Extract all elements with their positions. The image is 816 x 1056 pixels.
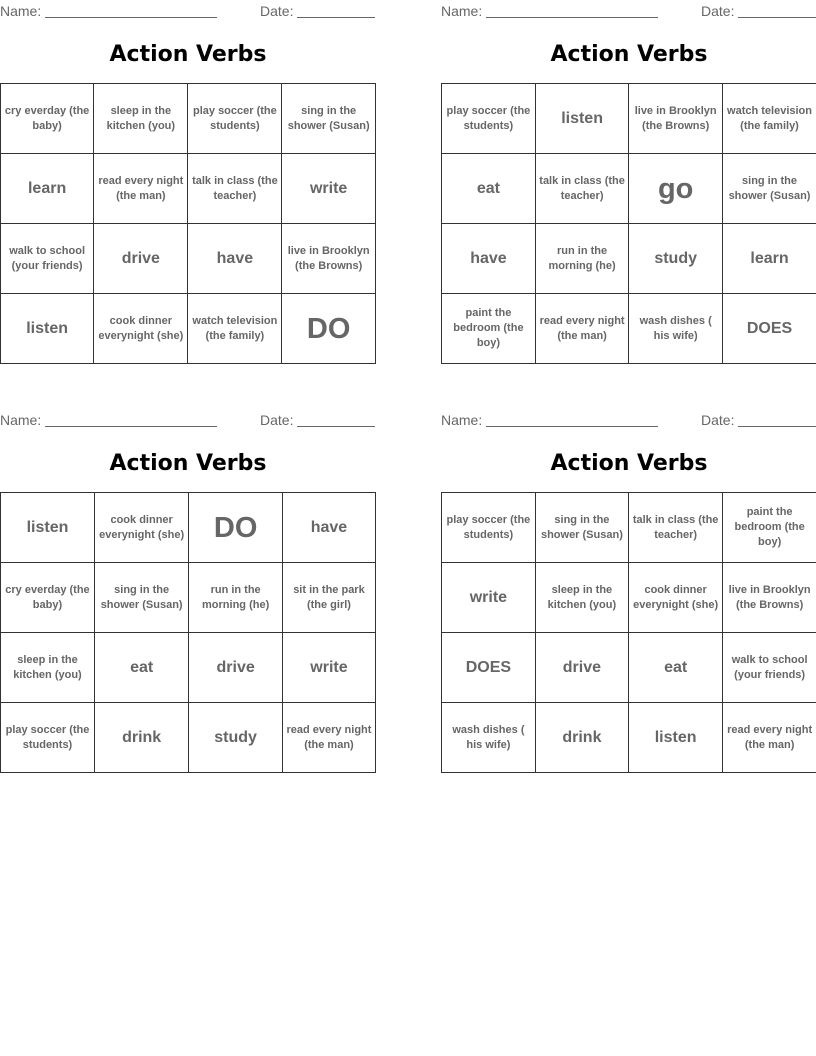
date-label: Date:	[701, 412, 735, 428]
bingo-cell: paint the bedroom (the boy)	[723, 493, 816, 563]
name-label: Name:	[441, 3, 483, 19]
card-title: Action Verbs	[109, 451, 267, 476]
bingo-cell: run in the morning (he)	[189, 563, 283, 633]
name-blank-line	[486, 426, 658, 427]
bingo-cell: sing in the shower (Susan)	[723, 154, 816, 224]
bingo-cell: study	[629, 224, 723, 294]
name-label: Name:	[0, 412, 42, 428]
bingo-cell: cook dinner everynight (she)	[94, 294, 188, 364]
bingo-cell: walk to school (your friends)	[1, 224, 94, 294]
grid-row	[442, 633, 816, 703]
bingo-cell: live in Brooklyn (the Browns)	[282, 224, 376, 294]
bingo-grid	[441, 83, 816, 364]
bingo-cell: write	[282, 154, 376, 224]
bingo-cell: write	[442, 563, 536, 633]
grid-row	[442, 493, 816, 563]
card-title: Action Verbs	[550, 42, 708, 67]
bingo-cell: run in the morning (he)	[535, 224, 628, 294]
grid-row	[442, 294, 816, 364]
bingo-cell: eat	[442, 154, 536, 224]
bingo-cell: talk in class (the teacher)	[628, 493, 722, 563]
bingo-cell: read every night (the man)	[723, 703, 816, 773]
name-date-header	[0, 411, 376, 429]
grid-row	[442, 563, 816, 633]
bingo-cell: listen	[1, 294, 94, 364]
bingo-cell: drive	[94, 224, 188, 294]
grid-row	[1, 294, 376, 364]
card-title: Action Verbs	[550, 451, 708, 476]
bingo-cell: have	[188, 224, 282, 294]
date-label: Date:	[260, 3, 294, 19]
bingo-cell: listen	[628, 703, 722, 773]
bingo-cell: talk in class (the teacher)	[535, 154, 628, 224]
name-label: Name:	[441, 412, 483, 428]
date-blank-line	[297, 426, 375, 427]
bingo-grid	[0, 492, 376, 773]
name-label: Name:	[0, 3, 42, 19]
bingo-cell: play soccer (the students)	[442, 84, 536, 154]
bingo-cell: cook dinner everynight (she)	[628, 563, 722, 633]
bingo-cell: cook dinner everynight (she)	[94, 493, 188, 563]
bingo-cell: learn	[1, 154, 94, 224]
bingo-cell: watch television (the family)	[188, 294, 282, 364]
bingo-cell: sleep in the kitchen (you)	[94, 84, 188, 154]
bingo-cell: go	[629, 154, 723, 224]
grid-row	[442, 84, 816, 154]
bingo-cell: play soccer (the students)	[188, 84, 282, 154]
card-title: Action Verbs	[109, 42, 267, 67]
name-blank-line	[486, 17, 658, 18]
bingo-cell: play soccer (the students)	[442, 493, 536, 563]
bingo-cell: listen	[535, 84, 628, 154]
bingo-cell: DOES	[723, 294, 816, 364]
date-blank-line	[738, 426, 816, 427]
bingo-cell: have	[442, 224, 536, 294]
bingo-cell: DO	[282, 294, 376, 364]
name-blank-line	[45, 426, 217, 427]
bingo-cell: eat	[628, 633, 722, 703]
bingo-cell: sleep in the kitchen (you)	[535, 563, 628, 633]
bingo-cell: sit in the park (the girl)	[282, 563, 375, 633]
grid-row	[1, 493, 376, 563]
bingo-cell: listen	[1, 493, 95, 563]
date-label: Date:	[701, 3, 735, 19]
bingo-cell: DOES	[442, 633, 536, 703]
bingo-cell: eat	[94, 633, 188, 703]
grid-row	[1, 703, 376, 773]
grid-row	[1, 154, 376, 224]
grid-row	[442, 703, 816, 773]
grid-row	[442, 224, 816, 294]
bingo-cell: play soccer (the students)	[1, 703, 95, 773]
date-label: Date:	[260, 412, 294, 428]
bingo-cell: watch television (the family)	[723, 84, 816, 154]
bingo-cell: wash dishes ( his wife)	[442, 703, 536, 773]
bingo-cell: have	[282, 493, 375, 563]
bingo-cell: drive	[189, 633, 283, 703]
grid-row	[1, 563, 376, 633]
bingo-cell: wash dishes ( his wife)	[629, 294, 723, 364]
bingo-cell: drink	[94, 703, 188, 773]
name-date-header	[0, 2, 376, 20]
bingo-cell: live in Brooklyn (the Browns)	[723, 563, 816, 633]
name-blank-line	[45, 17, 217, 18]
date-blank-line	[738, 17, 816, 18]
bingo-cell: drive	[535, 633, 628, 703]
bingo-cell: learn	[723, 224, 816, 294]
bingo-cell: read every night (the man)	[535, 294, 628, 364]
bingo-cell: DO	[189, 493, 283, 563]
bingo-cell: paint the bedroom (the boy)	[442, 294, 536, 364]
bingo-cell: read every night (the man)	[282, 703, 375, 773]
bingo-cell: cry everday (the baby)	[1, 84, 94, 154]
grid-row	[442, 154, 816, 224]
name-date-header	[441, 2, 816, 20]
bingo-cell: write	[282, 633, 375, 703]
bingo-cell: drink	[535, 703, 628, 773]
bingo-cell: sing in the shower (Susan)	[94, 563, 188, 633]
name-date-header	[441, 411, 816, 429]
bingo-grid	[441, 492, 816, 773]
grid-row	[1, 633, 376, 703]
bingo-cell: study	[189, 703, 283, 773]
grid-row	[1, 84, 376, 154]
bingo-cell: sleep in the kitchen (you)	[1, 633, 95, 703]
bingo-cell: cry everday (the baby)	[1, 563, 95, 633]
bingo-grid	[0, 83, 376, 364]
grid-row	[1, 224, 376, 294]
bingo-cell: live in Brooklyn (the Browns)	[629, 84, 723, 154]
bingo-cell: sing in the shower (Susan)	[535, 493, 628, 563]
date-blank-line	[297, 17, 375, 18]
bingo-cell: walk to school (your friends)	[723, 633, 816, 703]
bingo-cell: talk in class (the teacher)	[188, 154, 282, 224]
bingo-cell: sing in the shower (Susan)	[282, 84, 376, 154]
bingo-cell: read every night (the man)	[94, 154, 188, 224]
